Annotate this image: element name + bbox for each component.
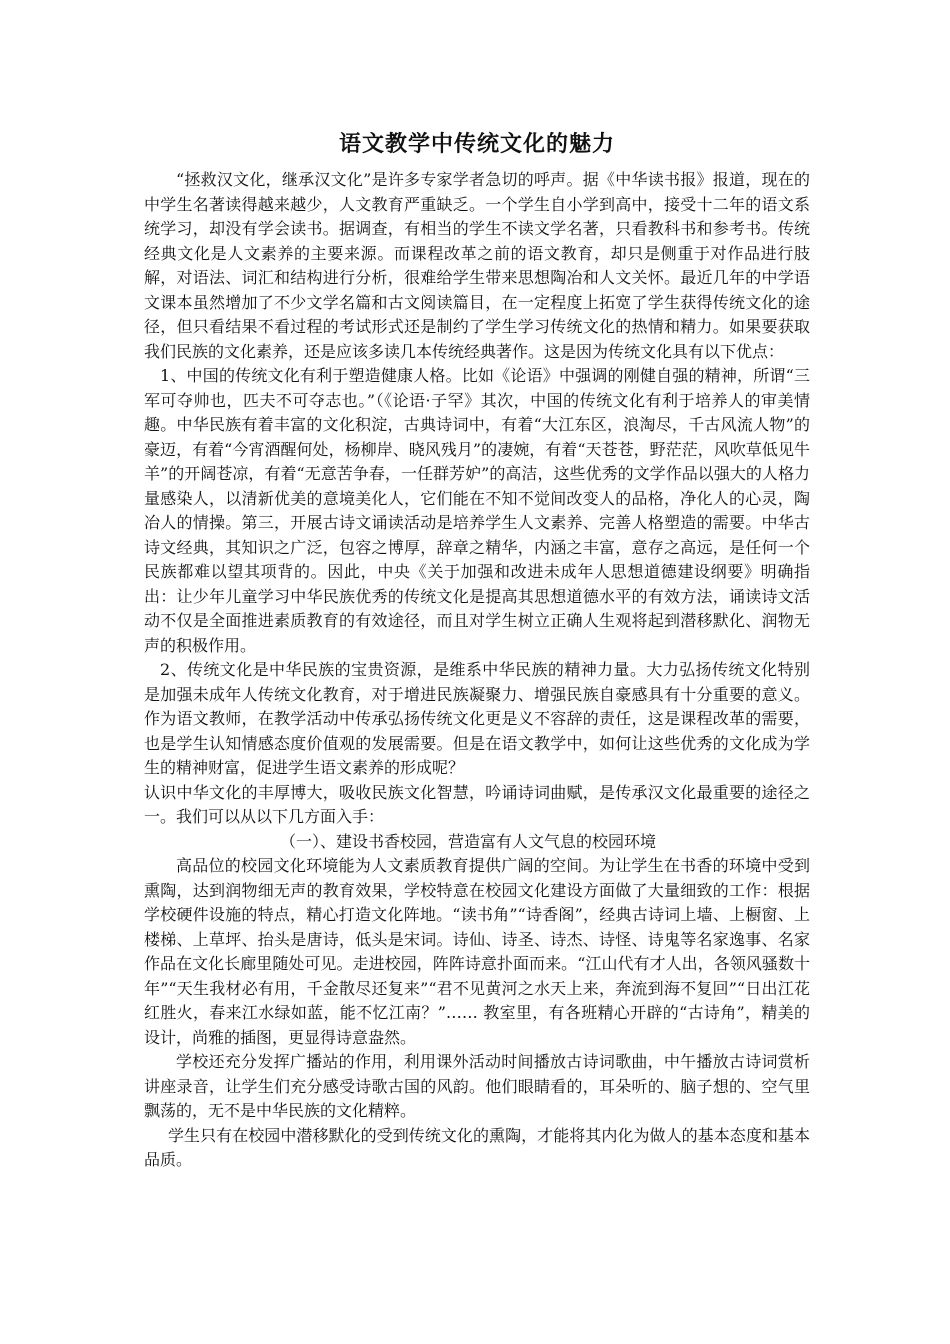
approach-paragraph: 认识中华文化的丰厚博大，吸收民族文化智慧，吟诵诗词曲赋，是传承汉文化最重要的途径之一。我们可以从以下几方面入手： xyxy=(144,782,810,826)
document-title: 语文教学中传统文化的魅力 xyxy=(338,132,615,157)
section-heading: （一）、建设书香校园，营造富有人文气息的校园环境 xyxy=(280,831,657,851)
point-2-paragraph: 2、传统文化是中华民族的宝贵资源，是维系中华民族的精神力量。大力弘扬传统文化特别是加强未成年人传统文化教育，对于增进民族凝聚力、增强民族自豪感具有十分重要的意义。作为语文教师，在教学活动中传承弘扬传统文化更是义不容辞的责任，这是课程改革的需要，也是学生认知情感态度价值观的发展需要。但是在语文教学中，如何让这些优秀的文化成为学生的精神财富，促进学生语文素养的形成呢？ xyxy=(144,660,810,777)
intro-paragraph: “拯救汉文化，继承汉文化”是许多专家学者急切的呼声。据《中华读书报》报道，现在的中学生名著读得越来越少，人文教育严重缺乏。一个学生自小学到高中，接受十二年的语文系统学习，却没有学会读书。据调查，有相当的学生不读文学名著，只看教科书和参考书。传统经典文化是人文素养的主要来源。而课程改革之前的语文教育，却只是侧重于对作品进行肢解，对语法、词汇和结构进行分析，很难给学生带来思想陶冶和人文关怀。最近几年的中学语文课本虽然增加了不少文学名篇和古文阅读篇目，在一定程度上拓宽了学生获得传统文化的途径，但只看结果不看过程的考试形式还是制约了学生学习传统文化的热情和精力。如果要获取我们民族的文化素养，还是应该多读几本传统经典著作。这是因为传统文化具有以下优点： xyxy=(144,170,810,361)
campus-environment-paragraph: 高品位的校园文化环境能为人文素质教育提供广阔的空间。为让学生在书香的环境中受到熏陶，达到润物细无声的教育效果，学校特意在校园文化建设方面做了大量细致的工作：根据学校硬件设施的特点，精心打造文化阵地。“读书角”“诗香阁”，经典古诗词上墙、上橱窗、上楼梯、上草坪、抬头是唐诗，低头是宋词。诗仙、诗圣、诗杰、诗怪、诗鬼等名家逸事、名家作品在文化长廊里随处可见。走进校园，阵阵诗意扑面而来。“江山代有才人出，各领风骚数十年”“天生我材必有用，千金散尽还复来”“君不见黄河之水天上来，奔流到海不复回”“日出江花红胜火，春来江水绿如蓝，能不忆江南？”…… 教室里，有各班精心开辟的“古诗角”，精美的设计，尚雅的插图，更显得诗意盎然。 xyxy=(144,856,810,1047)
broadcast-paragraph: 学校还充分发挥广播站的作用，利用课外活动时间播放古诗词歌曲，中午播放古诗词赏析讲座录音，让学生们充分感受诗歌古国的风韵。他们眼睛看的，耳朵听的、脑子想的、空气里飘荡的，无不是中华民族的文化精粹。 xyxy=(144,1052,810,1120)
document-page xyxy=(144,130,810,1173)
point-1-paragraph: 1、中国的传统文化有利于塑造健康人格。比如《论语》中强调的刚健自强的精神，所谓“三军可夺帅也，匹夫不可夺志也。”（《论语·子罕》其次，中国的传统文化有利于培养人的审美情趣。中华民族有着丰富的文化积淀，古典诗词中，有着“大江东区，浪淘尽，千古风流人物”的豪迈，有着“今宵酒醒何处，杨柳岸、晓风残月”的凄婉，有着“天苍苍，野茫茫，风吹草低见牛羊”的开阔苍凉，有着“无意苦争春，一任群芳妒”的高洁，这些优秀的文学作品以强大的人格力量感染人，以清新优美的意境美化人，它们能在不知不觉间改变人的品格，净化人的心灵，陶冶人的情操。第三，开展古诗文诵读活动是培养学生人文素养、完善人格塑造的需要。中华古诗文经典，其知识之广泛，包容之博厚，辞章之精华，内涵之丰富，意存之高远，是任何一个民族都难以望其项背的。因此，中央《关于加强和改进未成年人思想道德建设纲要》明确指出：让少年儿童学习中华民族优秀的传统文化是提高其思想道德水平的有效方法，诵读诗文活动不仅是全面推进素质教育的有效途径，而且对学生树立正确人生观将起到潜移默化、润物无声的积极作用。 xyxy=(144,366,810,655)
conclusion-paragraph: 学生只有在校园中潜移默化的受到传统文化的熏陶，才能将其内化为做人的基本态度和基本品质。 xyxy=(144,1125,810,1169)
